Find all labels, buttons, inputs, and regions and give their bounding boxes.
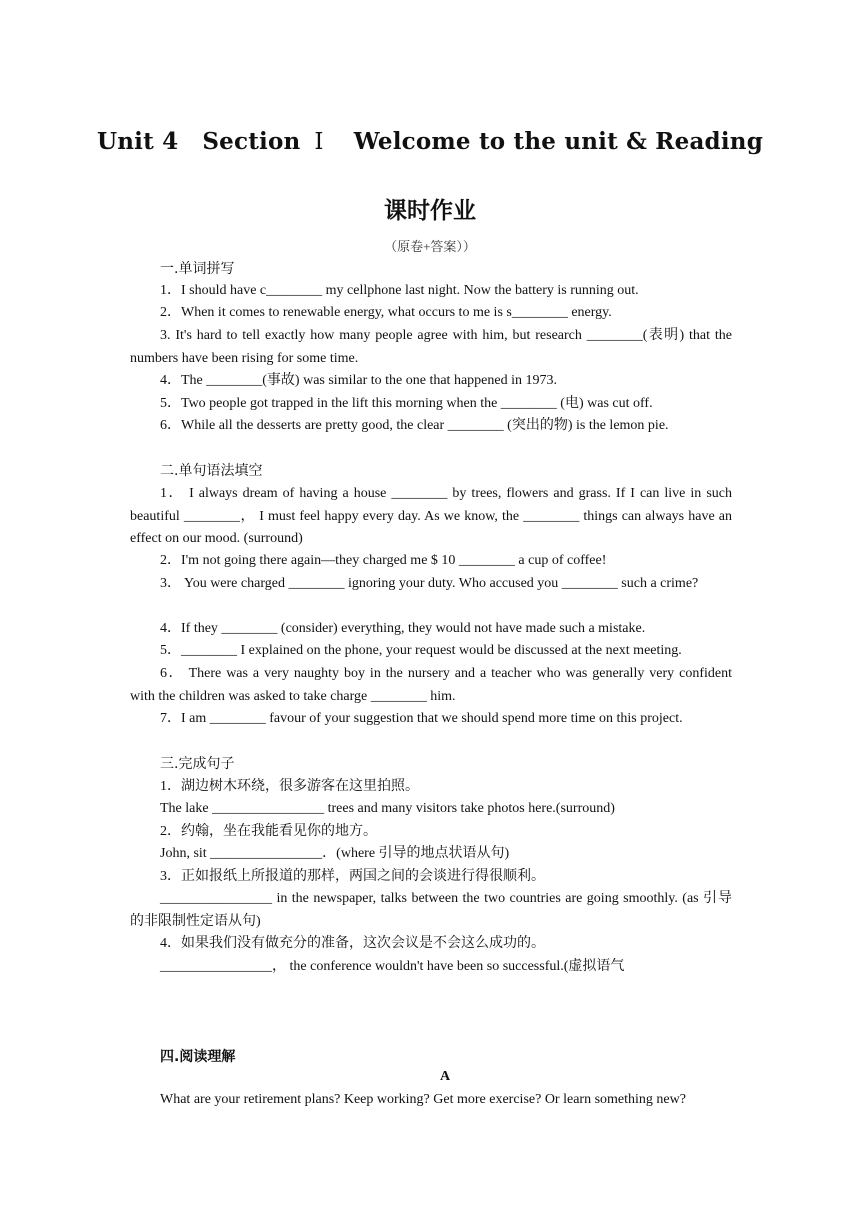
title-numeral: Ⅰ [314,129,324,155]
page-title [0,128,860,155]
part3-item-2-en: John, sit ________________．(where 引导的地点状语从句) [160,846,510,861]
part3-item-4-en: ________________， the conference wouldn't have been so successful.(虚拟语气 [160,959,625,974]
part2-item-2: 2．I'm not going there again—they charged me $ 10 ________ a cup of coffee! [160,553,607,568]
part2-item-7: 7．I am ________ favour of your suggestion that we should spend more time on this project. [160,711,683,726]
passage-label: A [439,1069,451,1084]
part1-item-3: 3. It's hard to tell exactly how many people agree with him, but research ________(表明) that the numbers have been rising for some time. [130,328,732,366]
part3-item-1-en: The lake ________________ trees and many visitors take photos here.(surround) [160,801,615,816]
section-heading-2: 二.单句语法填空 [160,463,263,479]
section-heading-1: 一.单词拼写 [160,261,235,277]
part3-item-2-cn: 2．约翰，坐在我能看见你的地方。 [160,824,377,839]
part2-item-3: 3． You were charged ________ ignoring your duty. Who accused you ________ such a crime? [160,576,699,591]
part3-item-3-cn: 3．正如报纸上所报道的那样，两国之间的会谈进行得很顺利。 [160,869,545,884]
section-heading-4: 四.阅读理解 [160,1049,236,1065]
part2-item-4: 4．If they ________ (consider) everything, they would not have made such a mistake. [160,621,646,636]
part1-item-6: 6．While all the desserts are pretty good, the clear ________ (突出的物) is the lemon pie. [160,418,669,433]
part3-item-3-en: ________________ in the newspaper, talks between the two countries are going smoothly. (as 引导的非限制性定语从句) [130,891,732,929]
title-rest: Welcome to the unit & Reading [353,128,763,155]
title-section: Section [202,128,301,155]
part3-item-4-cn: 4．如果我们没有做充分的准备，这次会议是不会这么成功的。 [160,936,545,951]
part1-item-4: 4．The ________(事故) was similar to the one that happened in 1973. [160,373,557,388]
title-unit: Unit 4 [96,128,179,155]
part3-item-1-cn: 1．湖边树木环绕，很多游客在这里拍照。 [160,779,419,794]
part1-item-1: 1．I should have c________ my cellphone last night. Now the battery is running out. [160,283,639,298]
passage-first-line: What are your retirement plans? Keep working? Get more exercise? Or learn something new? [160,1092,686,1107]
page-note: （原卷+答案）） [384,239,476,254]
part2-item-1: 1． I always dream of having a house ________ by trees, flowers and grass. If I can live in such beautiful ________， I must feel happy every day. As we know, the ________ things can always have an effect on our mood. (surround) [130,486,732,546]
part2-item-6: 6． There was a very naughty boy in the nursery and a teacher who was generally very confident with the children was asked to take charge ________ him. [130,666,732,704]
part1-item-5: 5．Two people got trapped in the lift this morning when the ________ (电) was cut off. [160,396,653,411]
part2-item-5: 5．________ I explained on the phone, your request would be discussed at the next meeting. [160,643,682,658]
section-heading-3: 三.完成句子 [160,756,235,772]
part1-item-2: 2．When it comes to renewable energy, what occurs to me is s________ energy. [160,305,612,320]
page-subtitle: 课时作业 [384,198,476,224]
